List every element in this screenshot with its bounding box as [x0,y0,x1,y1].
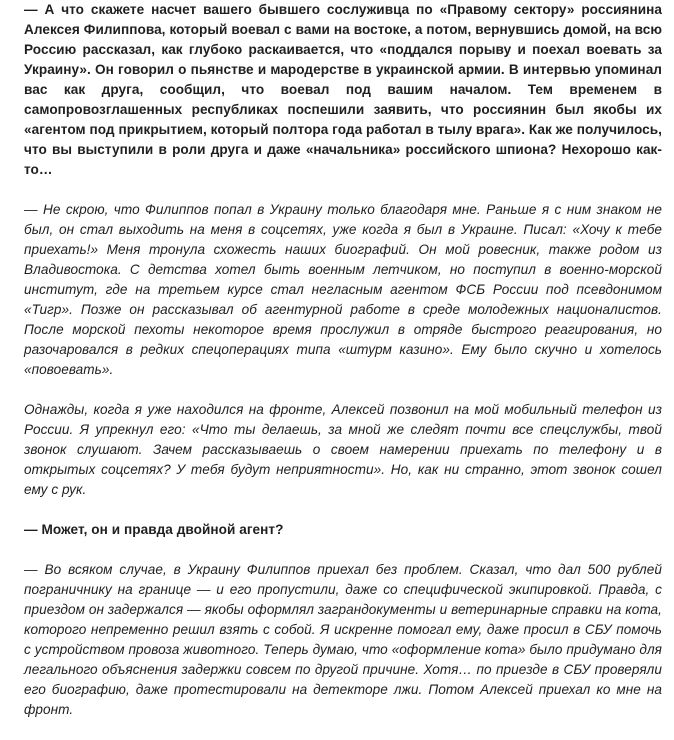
interview-question: — А что скажете насчет вашего бывшего сослуживца по «Правому сектору» россиянина Алексея Филиппова, который воевал с вами на востоке, а потом, вернувшись домой, на всю Россию рассказал, как глубоко раскаивается, что «поддался порыву и поехал воевать за Украину». Он говорил о пьянстве и мародерстве в украинской армии. В интервью упоминал вас как друга, сообщил, что воевал под вашим началом. Тем временем в самопровозглашенных республиках поспешили заявить, что россиянин был якобы их «агентом под прикрытием, который полтора года работал в тылу врага». Как же получилось, что вы выступили в роли друга и даже «начальника» российского шпиона? Нехорошо как-то… [24,2,662,177]
page-edge [670,0,674,722]
interview-answer: — Не скрою, что Филиппов попал в Украину только благодаря мне. Раньше я с ним знаком не был, он стал выходить на меня в соцсетях, уже когда я был в Украине. Писал: «Хочу к тебе приехать!» Меня тронула схожесть наших биографий. Он мой ровесник, также родом из Владивостока. С детства хотел быть военным летчиком, но поступил в военно-морской институт, где на третьем курсе стал негласным агентом ФСБ России под псевдонимом «Тигр». Позже он рассказывал об агентурной работе в среде молодежных националистов. После морской пехоты некоторое время прослужил в отряде быстрого реагирования, но разочаровался в редких спецоперациях типа «штурм казино». Ему было скучно и хотелось «повоевать». [24,202,662,377]
interview-answer: Однажды, когда я уже находился на фронте, Алексей позвонил на мой мобильный телефон из России. Я упрекнул его: «Что ты делаешь, за мной же следят почти все спецслужбы, твой звонок слушают. Зачем рассказываешь о своем намерении приехать по телефону и в открытых соцсетях? У тебя будут неприятности». Но, как ни странно, этот звонок сошел ему с рук. [24,402,662,497]
article-body [24,0,662,740]
interview-answer: — Во всяком случае, в Украину Филиппов приехал без проблем. Сказал, что дал 500 рублей пограничнику на границе — и его пропустили, даже со специфической экипировкой. Правда, с приездом он задержался — якобы оформлял заграндокументы и ветеринарные справки на кота, которого непременно решил взять с собой. Я искренне помогал ему, даже просил в СБУ помочь с устройством провоза животного. Теперь думаю, что «оформление кота» было придумано для легального объяснения задержки совсем по другой причине. Хотя… по приезде в СБУ проверяли его биографию, даже протестировали на детекторе лжи. Потом Алексей приехал ко мне на фронт. [24,562,662,717]
interview-question: — Может, он и правда двойной агент? [24,522,284,537]
